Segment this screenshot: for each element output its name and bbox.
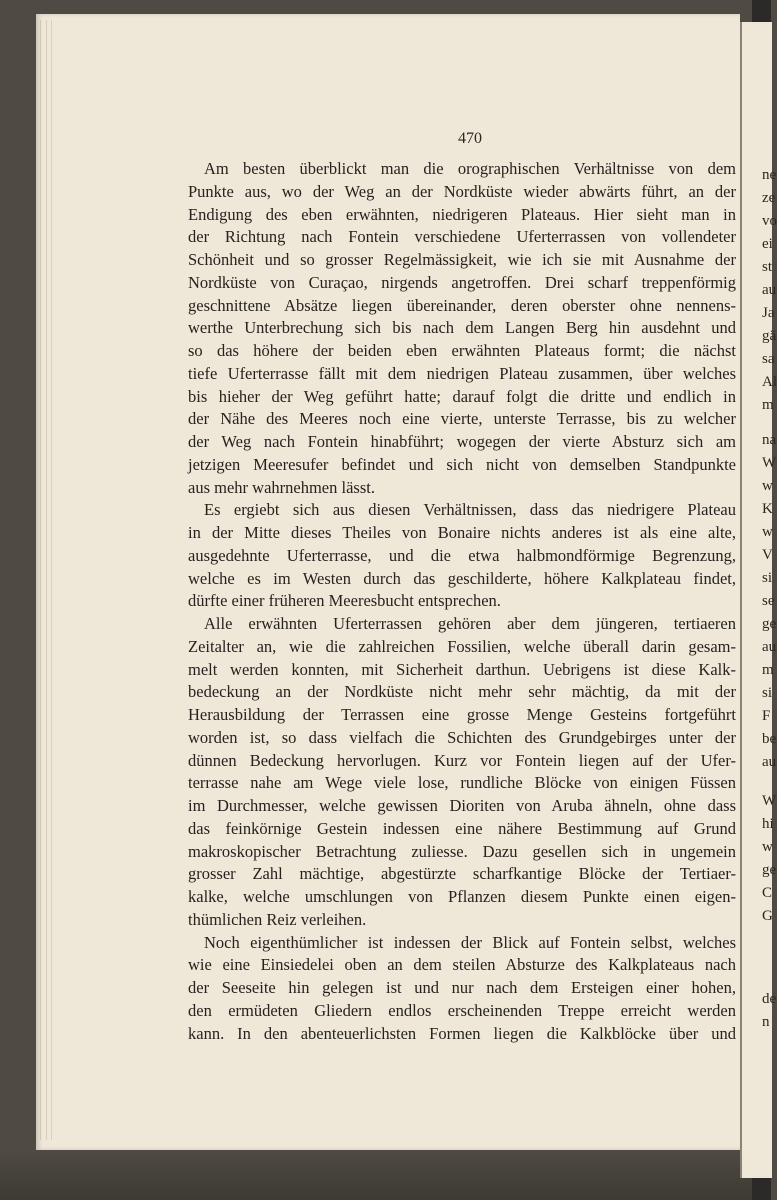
text-line: Herausbildung der Terrassen eine grosse Menge Gesteins fortgeführt: [188, 705, 736, 724]
facing-page-text: ge: [762, 616, 777, 632]
page-number: 470: [458, 130, 482, 147]
text-line: bedeckung an der Nordküste nicht mehr sehr mächtig, da mit der: [188, 682, 736, 702]
facing-page-text: si: [762, 685, 773, 701]
text-line: Endigung des eben erwähnten, niedrigeren Plateaus. Hier sieht man in: [188, 204, 736, 224]
facing-page-text: w: [762, 839, 773, 855]
text-line: makroskopischer Betrachtung zuliesse. Dazu gesellen sich in ungemein: [188, 841, 736, 861]
facing-page-text: se: [762, 593, 775, 609]
facing-page-text: au: [762, 282, 777, 298]
text-line: werthe Unterbrechung sich bis nach dem Langen Berg hin ausdehnt und: [188, 318, 736, 338]
facing-page-text: V: [762, 547, 773, 563]
text-line: worden ist, so dass vielfach die Schichten des Grundgebirges unter der: [188, 727, 736, 747]
facing-page-text: st: [762, 259, 773, 275]
facing-page-text: m: [762, 662, 774, 678]
text-line: kann. In den abenteuerlichsten Formen liegen die Kalkblöcke über und: [188, 1023, 736, 1043]
text-line: Am besten überblickt man die orographischen Verhältnisse von dem: [204, 159, 736, 178]
text-line: so das höhere der beiden eben erwähnten Plateaus formt; die nächst: [188, 341, 736, 360]
facing-page-text: gä: [762, 328, 777, 344]
paragraph: [188, 932, 736, 1046]
facing-page-text: de: [762, 991, 777, 1007]
facing-page-fragment: [740, 22, 777, 1178]
facing-page-text: be: [762, 731, 777, 747]
facing-page-text: hi: [762, 816, 774, 832]
text-line: Nordküste von Curaçao, nirgends angetroffen. Drei scharf treppenförmig: [188, 272, 736, 292]
facing-page-text: ze: [762, 190, 776, 206]
text-line: wie eine Einsiedelei oben an dem steilen Absturze des Kalkplateaus nach: [188, 955, 736, 975]
text-line: den ermüdeten Gliedern endlos erscheinenden Treppe erreicht werden: [188, 1000, 736, 1020]
text-line: in der Mitte dieses Theiles von Bonaire nichts anderes ist als eine alte,: [188, 523, 736, 542]
facing-page-text: ne: [762, 167, 777, 183]
text-line: jetzigen Meeresufer befindet und sich nicht von demselben Standpunkte: [188, 454, 736, 474]
text-line: grosser Zahl mächtige, abgestürzte scharfkantige Blöcke der Tertiaer-: [188, 864, 736, 884]
facing-page-text: ge: [762, 862, 777, 878]
text-line: kalke, welche umschlungen von Pflanzen diesem Punkte einen eigen-: [188, 887, 736, 906]
facing-page-text: w: [762, 524, 773, 540]
facing-page-text: vo: [762, 213, 777, 229]
facing-page-text: si: [762, 570, 773, 586]
text-line: tiefe Uferterrasse fällt mit dem niedrigen Plateau zusammen, über welches: [188, 363, 736, 383]
facing-page-text: W: [762, 455, 777, 471]
text-line: ausgedehnte Uferterrasse, und die etwa halbmondförmige Begrenzung,: [188, 545, 736, 565]
text-line: Es ergiebt sich aus diesen Verhältnissen, dass das niedrigere Plateau: [204, 500, 736, 520]
facing-page-text: G: [762, 908, 773, 924]
facing-page-text: n: [762, 1014, 770, 1030]
text-line: welche es im Westen durch das geschilderte, höhere Kalkplateau findet,: [188, 568, 736, 588]
facing-page-text: au: [762, 754, 777, 770]
facing-page-text: Ja: [762, 305, 775, 321]
facing-page-text: Al: [762, 374, 777, 390]
text-line: Noch eigenthümlicher ist indessen der Blick auf Fontein selbst, welches: [204, 932, 736, 952]
facing-page-text: F: [762, 708, 771, 724]
facing-page-text: au: [762, 639, 777, 655]
text-line: Alle erwähnten Uferterrassen gehören aber dem jüngeren, tertiaeren: [204, 614, 736, 633]
facing-page-text: K: [762, 501, 773, 517]
text-line: Punkte aus, wo der Weg an der Nordküste wieder abwärts führt, an der: [188, 181, 736, 201]
body-text: [188, 158, 736, 1045]
paragraph: [188, 499, 736, 613]
facing-page-text: C: [762, 885, 773, 901]
paragraph: [188, 613, 736, 932]
facing-page-text: sa: [762, 351, 775, 367]
page-stack-edge-inner: [46, 20, 49, 1140]
text-line: dürfte einer früheren Meeresbucht entsprechen.: [188, 591, 501, 611]
text-line: Schönheit und so grosser Regelmässigkeit, wie ich sie mit Ausnahme der: [188, 250, 736, 269]
facing-page-text: W: [762, 793, 777, 809]
facing-page-text: na: [762, 432, 777, 448]
text-line: das feinkörnige Gestein indessen eine nähere Bestimmung auf Grund: [188, 818, 736, 838]
text-line: geschnittene Absätze liegen übereinander, deren oberster ohne nennens-: [188, 295, 736, 315]
facing-page-text: ei: [762, 236, 773, 252]
text-line: der Richtung nach Fontein verschiedene Uferterrassen von vollendeter: [188, 227, 736, 247]
text-line: thümlichen Reiz verleihen.: [188, 909, 367, 929]
text-line: dünnen Bedeckung hervorlugen. Kurz vor Fontein liegen auf der Ufer-: [188, 750, 736, 770]
text-line: der Seeseite hin gelegen ist und nur nach dem Ersteigen einer hohen,: [188, 978, 736, 997]
text-line: der Weg nach Fontein hinabführt; wogegen der vierte Absturz sich am: [188, 432, 736, 451]
bottom-shadow: [0, 1150, 771, 1200]
facing-page-text: w: [762, 478, 773, 494]
text-line: im Durchmesser, welche gewissen Dioriten von Aruba ähneln, ohne dass: [188, 796, 736, 815]
text-line: terrasse nahe am Wege viele lose, rundliche Blöcke von einigen Füssen: [188, 773, 736, 793]
text-line: Zeitalter an, wie die zahlreichen Fossilien, welche überall darin gesam-: [188, 636, 736, 656]
paragraph: [188, 158, 736, 499]
text-line: aus mehr wahrnehmen lässt.: [188, 477, 375, 497]
text-line: der Nähe des Meeres noch eine vierte, unterste Terrasse, bis zu welcher: [188, 409, 736, 429]
facing-page-text: m: [762, 397, 774, 413]
text-line: bis hieher der Weg geführt hatte; darauf folgt die dritte und endlich in: [188, 386, 736, 406]
text-line: melt werden konnten, mit Sicherheit darthun. Uebrigens ist diese Kalk-: [188, 659, 736, 679]
